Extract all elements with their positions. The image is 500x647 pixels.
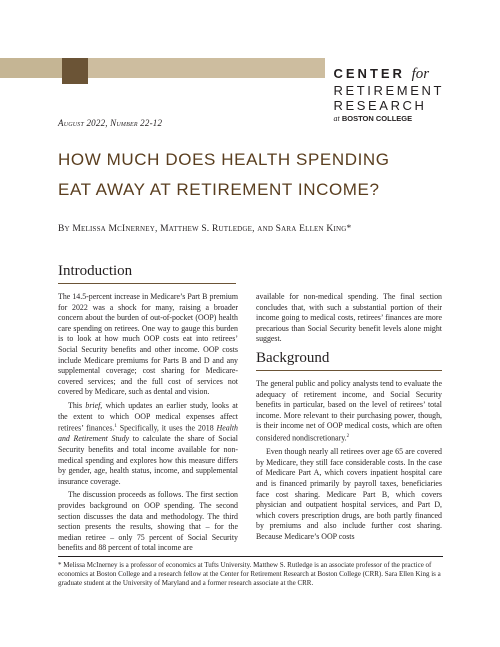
footnote-rule [58, 556, 443, 557]
intro-paragraph-3: The discussion proceeds as follows. The first section provides background on OOP spending. The second section discusses the data and methodology. The third section presents the results, showing that – for the median retiree – only 75 percent of Social Security benefits and 88 percent of total income are [58, 490, 238, 553]
title-line-2: EAT AWAY AT RETIREMENT INCOME? [58, 180, 380, 199]
intro-heading-rule [58, 283, 236, 284]
crr-logo [334, 66, 445, 123]
logo-line-research: RESEARCH [333, 98, 427, 113]
background-paragraph-1: The general public and policy analysts tend to evaluate the adequacy of retirement income, and Social Security benefits in particular, based on the level of retirees’ total income. More relevant to their purchasing power, though, is their income net of OOP medical costs, which are often considered nondiscretionary.$^2$ [256, 379, 442, 443]
intro-paragraph-4: available for non-medical spending. The final section concludes that, with such a substantial portion of their income going to medical costs, retirees’ finances are more precarious than Social Security benefit levels alone might suggest. [256, 292, 442, 344]
issue-date: August 2022, Number 22-12 [58, 118, 163, 128]
header-band-right [88, 58, 325, 78]
logo-line-retirement: RETIREMENT [333, 83, 444, 98]
header-band-left [0, 58, 62, 78]
logo-line-center: CENTER for [333, 66, 430, 82]
authors-line: By Melissa McInerney, Matthew S. Rutledge, and Sara Ellen King* [58, 224, 352, 234]
intro-paragraph-1: The 14.5-percent increase in Medicare’s Part B premium for 2022 was a shock for many, raising a broader concern about the burden of out-of-pocket (OOP) health care spending on retirees. One way to gauge this burden is to look at how much OOP costs eat into retirees’ Social Security benefits and other income. OOP costs include Medicare premiums for Parts B and D and any supplemental coverage; cost sharing for Medicare-covered services; and the full cost of services not covered by Medicare, such as dental and vision. [58, 292, 238, 397]
logo-line-boston-college: at BOSTON COLLEGE [333, 114, 413, 123]
intro-paragraph-2: This brief, which updates an earlier study, looks at the extent to which OOP medical expenses affect retirees’ finances.$^1$ Specifically, it uses the 2018 Health and Retirement Study to calculate the share of Social Security benefits and total income available for non-medical spending and explores how this measure differs by gender, age, health status, income, and supplemental insurance coverage. [58, 400, 238, 486]
background-paragraph-2: Even though nearly all retirees over age 65 are covered by Medicare, they still face considerable costs. In the case of Medicare Part A, which covers inpatient hospital care and is financed primarily by payroll taxes, beneficiaries face cost sharing. Medicare Part B, which covers physician and outpatient hospital services, and Part D, which covers prescription drugs, are both partly financed by premiums and also include further cost sharing. Because Medicare’s OOP costs [256, 447, 442, 541]
background-heading: Background [256, 350, 330, 366]
right-column-top [256, 292, 442, 348]
intro-heading: Introduction [58, 263, 133, 279]
left-column [58, 292, 238, 557]
right-column-bottom [256, 379, 442, 546]
title-line-1: HOW MUCH DOES HEALTH SPENDING [58, 150, 390, 169]
header-square-accent [62, 58, 88, 84]
brief-title [58, 145, 458, 205]
author-footnote: * Melissa McInerney is a professor of economics at Tufts University. Matthew S. Rutledge is an associate professor of the practice of economics at Boston College and a research fellow at the Center for Retirement Research at Boston College (CRR). Sara Ellen King is a graduate student at the University of Maryland and a former research associate at the CRR. [58, 561, 441, 588]
background-heading-rule [256, 370, 442, 371]
